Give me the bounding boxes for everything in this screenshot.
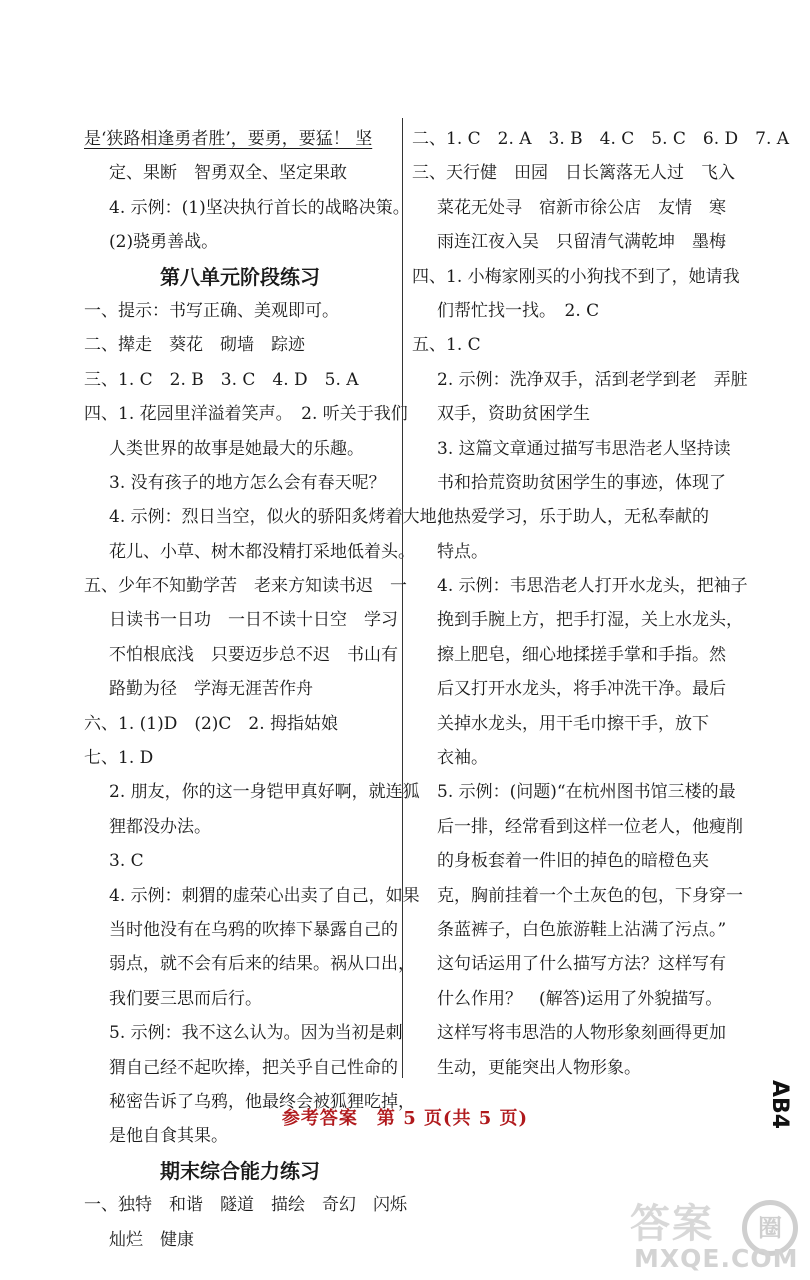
answer-line: 生动，更能突出人物形象。	[437, 1057, 641, 1078]
answer-line: 人类世界的故事是她最大的乐趣。	[109, 438, 364, 459]
answer-line: 挽到手腕上方，把手打湿，关上水龙头，	[437, 610, 743, 631]
answer-line: 六、1. (1)D (2)C 2. 拇指姑娘	[84, 713, 339, 734]
answer-line: 五、1. C	[412, 335, 481, 356]
watermark-logo	[630, 1192, 800, 1278]
answer-line: 什么作用？ (解答)运用了外貌描写。	[437, 988, 723, 1009]
answer-line: 5. 示例：我不这么认为。因为当初是刺	[109, 1023, 403, 1044]
answer-line: 三、天行健 田园 日长篱落无人过 飞入	[412, 163, 735, 184]
answer-line: 花儿、小草、树木都没精打采地低着头。	[109, 541, 415, 562]
answer-line: 菜花无处寻 宿新市徐公店 友情 寒	[437, 197, 726, 218]
answer-line: 一、独特 和谐 隧道 描绘 奇幻 闪烁	[84, 1195, 407, 1216]
answer-line: (2)骁勇善战。	[109, 232, 219, 253]
answer-line: 4. 示例：刺猬的虚荣心出卖了自己，如果	[109, 885, 420, 906]
answer-line: 四、1. 小梅家刚买的小狗找不到了，她请我	[412, 266, 740, 287]
column-divider	[402, 118, 403, 1078]
answer-line: 狸都没办法。	[109, 816, 211, 837]
answer-line: 3. C	[109, 851, 144, 872]
answer-line: 灿烂 健康	[109, 1229, 194, 1250]
answer-line: 克，胸前挂着一个土灰色的包，下身穿一	[437, 885, 743, 906]
answer-line: 当时他没有在乌鸦的吹捧下暴露自己的	[109, 919, 398, 940]
answer-line: 这句话运用了什么描写方法？这样写有	[437, 954, 726, 975]
answer-line: 弱点，就不会有后来的结果。祸从口出，	[109, 954, 415, 975]
answer-line: 三、1. C 2. B 3. C 4. D 5. A	[84, 369, 359, 390]
answer-line: 2. 朋友，你的这一身铠甲真好啊，就连狐	[109, 782, 420, 803]
watermark-text: 答案	[630, 1201, 714, 1247]
answer-line: 2. 示例：洗净双手，活到老学到老 弄脏	[437, 369, 748, 390]
answer-line: 3. 这篇文章通过描写韦思浩老人坚持读	[437, 438, 731, 459]
watermark-badge-icon: 圈	[742, 1200, 798, 1256]
answer-line: 我们要三思而后行。	[109, 988, 262, 1009]
answer-line: 五、少年不知勤学苦 老来方知读书迟 一	[84, 576, 407, 597]
answer-line: 特点。	[437, 541, 488, 562]
answer-line: 定、果断 智勇双全、坚定果敢	[109, 163, 347, 184]
answer-line: 4. 示例：(1)坚决执行首长的战略决策。	[109, 197, 410, 218]
answer-line: 四、1. 花园里洋溢着笑声。 2. 听关于我们	[84, 404, 408, 425]
answer-line: 书和拾荒资助贫困学生的事迹，体现了	[437, 472, 726, 493]
answer-line: 4. 示例：烈日当空，似火的骄阳炙烤着大地，	[109, 507, 454, 528]
answer-line: 双手，资助贫困学生	[437, 404, 590, 425]
answer-line: 猬自己经不起吹捧，把关乎自己性命的	[109, 1057, 398, 1078]
answer-line: 们帮忙找一找。 2. C	[437, 300, 600, 321]
answer-line: 一、提示：书写正确、美观即可。	[84, 300, 339, 321]
answer-line: 不怕根底浅 只要迈步总不迟 书山有	[109, 644, 398, 665]
answer-line: 路勤为径 学海无涯苦作舟	[109, 679, 313, 700]
right-column	[412, 122, 790, 1085]
answer-line: 条蓝裤子，白色旅游鞋上沾满了污点。”	[437, 919, 727, 940]
answer-line: 七、1. D	[84, 748, 154, 769]
section-heading-unit8: 第八单元阶段练习	[160, 264, 320, 289]
answer-line: 二、撵走 葵花 砌墙 踪迹	[84, 335, 305, 356]
answer-line: 日读书一日功 一日不读十日空 学习	[109, 610, 398, 631]
answer-line: 衣袖。	[437, 748, 488, 769]
answer-line: 他热爱学习，乐于助人，无私奉献的	[437, 507, 709, 528]
answer-line: 的身板套着一件旧的掉色的暗橙色夹	[437, 851, 709, 872]
answer-line: 秘密告诉了乌鸦，他最终会被狐狸吃掉，	[109, 1091, 415, 1112]
underlined-quote: 是‘狭路相逢勇者胜’，要勇，要猛！ 坚	[84, 129, 373, 149]
answer-line: 雨连江夜入吴 只留清气满乾坤 墨梅	[437, 232, 726, 253]
watermark-url: MXQE.COM	[634, 1244, 799, 1273]
answer-line: 二、1. C 2. A 3. B 4. C 5. C 6. D 7. A	[412, 129, 790, 149]
answer-line	[84, 122, 396, 156]
answer-line: 这样写将韦思浩的人物形象刻画得更加	[437, 1023, 726, 1044]
answer-line: 4. 示例：韦思浩老人打开水龙头，把袖子	[437, 576, 748, 597]
answer-line: 5. 示例：(问题)“在杭州图书馆三楼的最	[437, 782, 736, 803]
answer-line: 后一排，经常看到这样一位老人，他瘦削	[437, 816, 743, 837]
answer-line: 3. 没有孩子的地方怎么会有春天呢？	[109, 472, 386, 493]
page-footer: 参考答案 第 5 页(共 5 页)	[281, 1108, 529, 1129]
section-heading-final: 期末综合能力练习	[160, 1158, 320, 1183]
side-page-label: AB4	[767, 1080, 792, 1130]
answer-line: 关掉水龙头，用干毛巾擦干手，放下	[437, 713, 709, 734]
answer-line: 是他自食其果。	[109, 1126, 228, 1147]
answer-line: 后又打开水龙头，将手冲洗干净。最后	[437, 679, 726, 700]
answer-line: 擦上肥皂，细心地揉搓手掌和手指。然	[437, 644, 726, 665]
